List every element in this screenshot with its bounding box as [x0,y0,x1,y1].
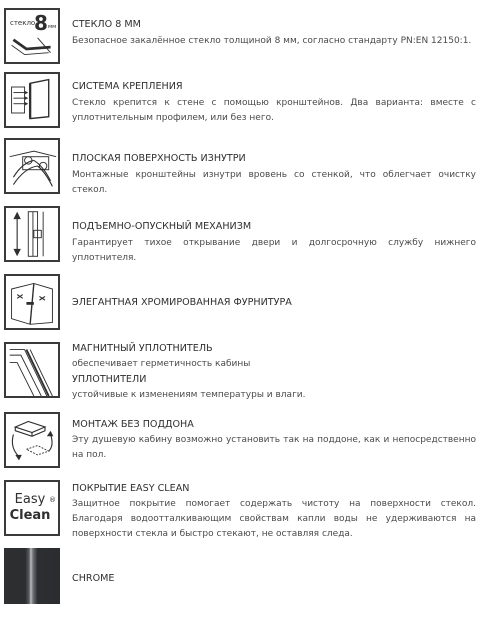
feature-title: МОНТАЖ БЕЗ ПОДДОНА [72,419,194,430]
feature-desc: Монтажные кронштейны изнутри вровень со стенкой, что облегчает очистку стекол. [72,170,476,195]
feature-title: ПЛОСКАЯ ПОВЕРХНОСТЬ ИЗНУТРИ [72,153,246,164]
feature-title: МАГНИТНЫЙ УПЛОТНИТЕЛЬ [72,343,213,354]
feature-desc: Стекло крепится к стене с помощью кронштейнов. Два варианта: вместе с уплотнительным профилем, или без него. [72,98,476,123]
easy-clean-icon [4,480,60,536]
glass-unit: мм [48,24,57,30]
feature-desc: Эту душевую кабину возможно установить так на поддоне, как и непосредственно на пол. [72,435,476,460]
magnetic-seal-icon [4,342,60,398]
feature-title: СИСТЕМА КРЕПЛЕНИЯ [72,81,183,92]
lift-mechanism-icon [4,206,60,262]
feature-desc: обеспечивает герметичность кабины [72,359,251,369]
feature-title: ПОКРЫТИЕ EASY CLEAN [72,483,190,494]
feature-subdesc: устойчивые к изменениям температуры и влаги. [72,390,306,400]
easy-clean-line2: Clean [9,508,51,523]
feature-title: ПОДЪЕМНО-ОПУСКНЫЙ МЕХАНИЗМ [72,221,252,232]
feature-desc: Защитное покрытие помогает содержать чистоту на поверхности стекол. Благодаря водоотталкивающим свойствам капли воды не удерживаются на поверхности стекла и быстро стекают, не оставляя следа. [72,499,476,539]
chrome-fittings-icon [4,274,60,330]
feature-desc: Гарантирует тихое открывание двери и долгосрочную службу нижнего уплотнителя. [72,238,476,263]
no-tray-install-icon [4,412,60,468]
easy-clean-line1: Easy [14,492,46,507]
feature-desc: Безопасное закалённое стекло толщиной 8 мм, согласно стандарту PN:EN 12150:1. [72,36,472,46]
mounting-system-icon [4,72,60,128]
chrome-swatch [4,548,60,604]
glass-number: 8 [34,11,48,35]
flat-surface-icon [4,138,60,194]
feature-subtitle: УПЛОТНИТЕЛИ [72,374,147,385]
finish-label: CHROME [72,573,115,584]
feature-title: СТЕКЛО 8 ММ [72,19,141,30]
glass-word: стекло [10,19,36,27]
feature-title: ЭЛЕГАНТНАЯ ХРОМИРОВАННАЯ ФУРНИТУРА [72,297,292,308]
registered-mark: ® [49,496,56,504]
glass-8mm-icon [4,8,60,64]
